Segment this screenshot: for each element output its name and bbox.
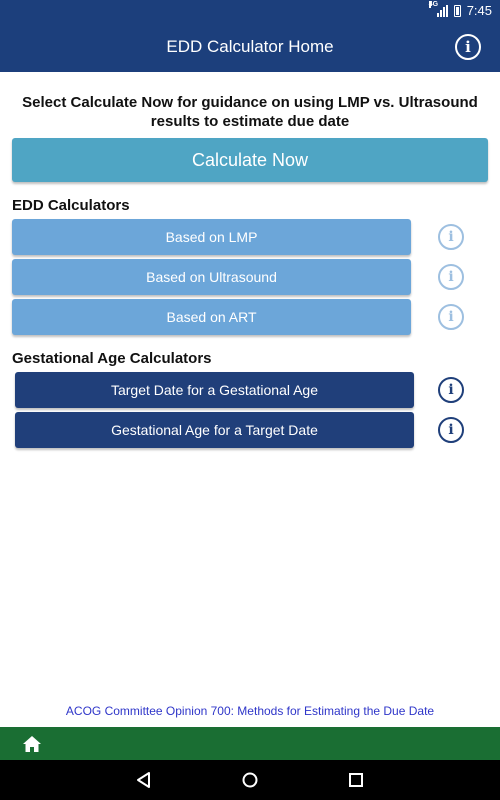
target-date-info-icon[interactable]: i	[438, 377, 464, 403]
art-info-icon[interactable]: i	[438, 304, 464, 330]
gestational-age-heading: Gestational Age Calculators	[12, 350, 212, 367]
ultrasound-info-icon[interactable]: i	[438, 264, 464, 290]
recents-square-icon[interactable]	[347, 771, 365, 789]
home-icon[interactable]	[22, 734, 42, 754]
signal-icon	[428, 0, 448, 17]
calculate-now-button[interactable]: Calculate Now	[12, 138, 488, 182]
back-triangle-icon[interactable]	[135, 771, 153, 789]
ga-info-icon[interactable]: i	[438, 417, 464, 443]
ga-for-target-date-button[interactable]: Gestational Age for a Target Date	[15, 412, 414, 448]
acog-opinion-link[interactable]: ACOG Committee Opinion 700: Methods for Estimating the Due Date	[65, 704, 435, 718]
edd-calculators-heading: EDD Calculators	[12, 197, 130, 214]
home-circle-icon[interactable]	[241, 771, 259, 789]
based-on-art-button[interactable]: Based on ART	[12, 299, 411, 335]
bottom-bar	[0, 727, 500, 760]
battery-icon	[454, 5, 461, 17]
network-type: 4G	[428, 0, 439, 8]
intro-text: Select Calculate Now for guidance on using LMP vs. Ultrasound results to estimate due date	[22, 94, 478, 130]
lmp-info-icon[interactable]: i	[438, 224, 464, 250]
page-title: EDD Calculator Home	[166, 37, 334, 56]
status-bar	[0, 0, 500, 22]
status-icons	[428, 0, 492, 18]
system-nav-bar	[0, 760, 500, 800]
based-on-ultrasound-button[interactable]: Based on Ultrasound	[12, 259, 411, 295]
info-icon[interactable]: i	[455, 34, 481, 60]
based-on-lmp-button[interactable]: Based on LMP	[12, 219, 411, 255]
target-date-for-ga-button[interactable]: Target Date for a Gestational Age	[15, 372, 414, 408]
app-bar	[0, 22, 500, 72]
status-time: 7:45	[466, 3, 492, 18]
